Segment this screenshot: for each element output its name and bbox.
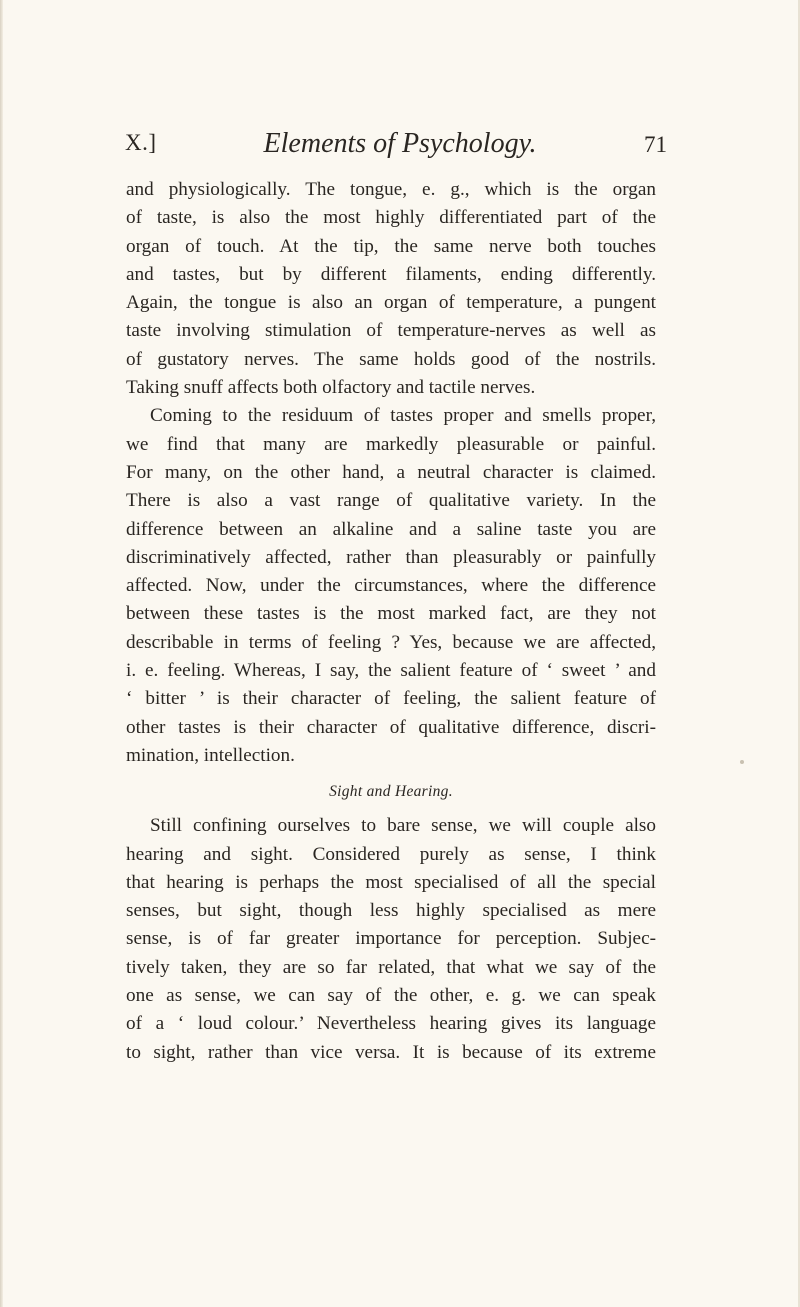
text-line: senses, but sight, though less highly specialised as mere (126, 900, 656, 922)
text-line: that hearing is perhaps the most specialised of all the special (126, 871, 656, 893)
chapter-number: X.] (125, 130, 157, 155)
paper-smudge (740, 760, 744, 764)
text-line: we find that many are markedly pleasurable or painful. (126, 433, 656, 455)
text-line: hearing and sight. Considered purely as sense, I think (126, 843, 656, 865)
text-line: of taste, is also the most highly differentiated part of the (126, 207, 656, 229)
text-line: sense, is of far greater importance for perception. Subjec- (126, 928, 656, 950)
text-line: other tastes is their character of qualitative difference, discri- (126, 716, 656, 738)
paragraph-1 (126, 176, 656, 402)
section-heading: Sight and Hearing. (329, 783, 453, 801)
page-number: 71 (644, 132, 667, 157)
text-line: of a ‘ loud colour.’ Nevertheless hearing gives its language (126, 1013, 656, 1035)
text-line: Again, the tongue is also an organ of temperature, a pungent (126, 292, 656, 314)
text-line: ‘ bitter ’ is their character of feeling, the salient feature of (126, 688, 656, 710)
text-line: of gustatory nerves. The same holds good of the nostrils. (126, 348, 656, 370)
text-line: discriminatively affected, rather than pleasurably or painfully (126, 546, 656, 568)
running-head (0, 128, 800, 168)
page-left-edge (0, 0, 3, 1307)
text-line: one as sense, we can say of the other, e. g. we can speak (126, 985, 656, 1007)
book-title: Elements of Psychology. (263, 128, 537, 159)
text-line: describable in terms of feeling ? Yes, because we are affected, (126, 631, 656, 653)
text-line: between these tastes is the most marked fact, are they not (126, 603, 656, 625)
paragraph-2 (126, 402, 656, 770)
paragraph-3 (126, 812, 656, 1067)
text-line: difference between an alkaline and a saline taste you are (126, 518, 656, 540)
text-line: There is also a vast range of qualitative variety. In the (126, 490, 656, 512)
text-line: Taking snuff affects both olfactory and tactile nerves. (126, 377, 536, 399)
text-line: affected. Now, under the circumstances, where the difference (126, 575, 656, 597)
text-line: For many, on the other hand, a neutral character is claimed. (126, 461, 656, 483)
text-line: i. e. feeling. Whereas, I say, the salient feature of ‘ sweet ’ and (126, 660, 656, 682)
text-line: Coming to the residuum of tastes proper and smells proper, (150, 405, 656, 427)
body-text (126, 176, 656, 1067)
text-line: Still confining ourselves to bare sense, we will couple also (150, 815, 656, 837)
text-line: mination, intellection. (126, 744, 295, 766)
text-line: and physiologically. The tongue, e. g., which is the organ (126, 179, 656, 200)
text-line: taste involving stimulation of temperature-nerves as well as (126, 320, 656, 342)
text-line: and tastes, but by different filaments, ending differently. (126, 263, 656, 285)
text-line: tively taken, they are so far related, that what we say of the (126, 956, 656, 978)
text-line: organ of touch. At the tip, the same nerve both touches (126, 235, 656, 257)
text-line: to sight, rather than vice versa. It is because of its extreme (126, 1041, 656, 1063)
